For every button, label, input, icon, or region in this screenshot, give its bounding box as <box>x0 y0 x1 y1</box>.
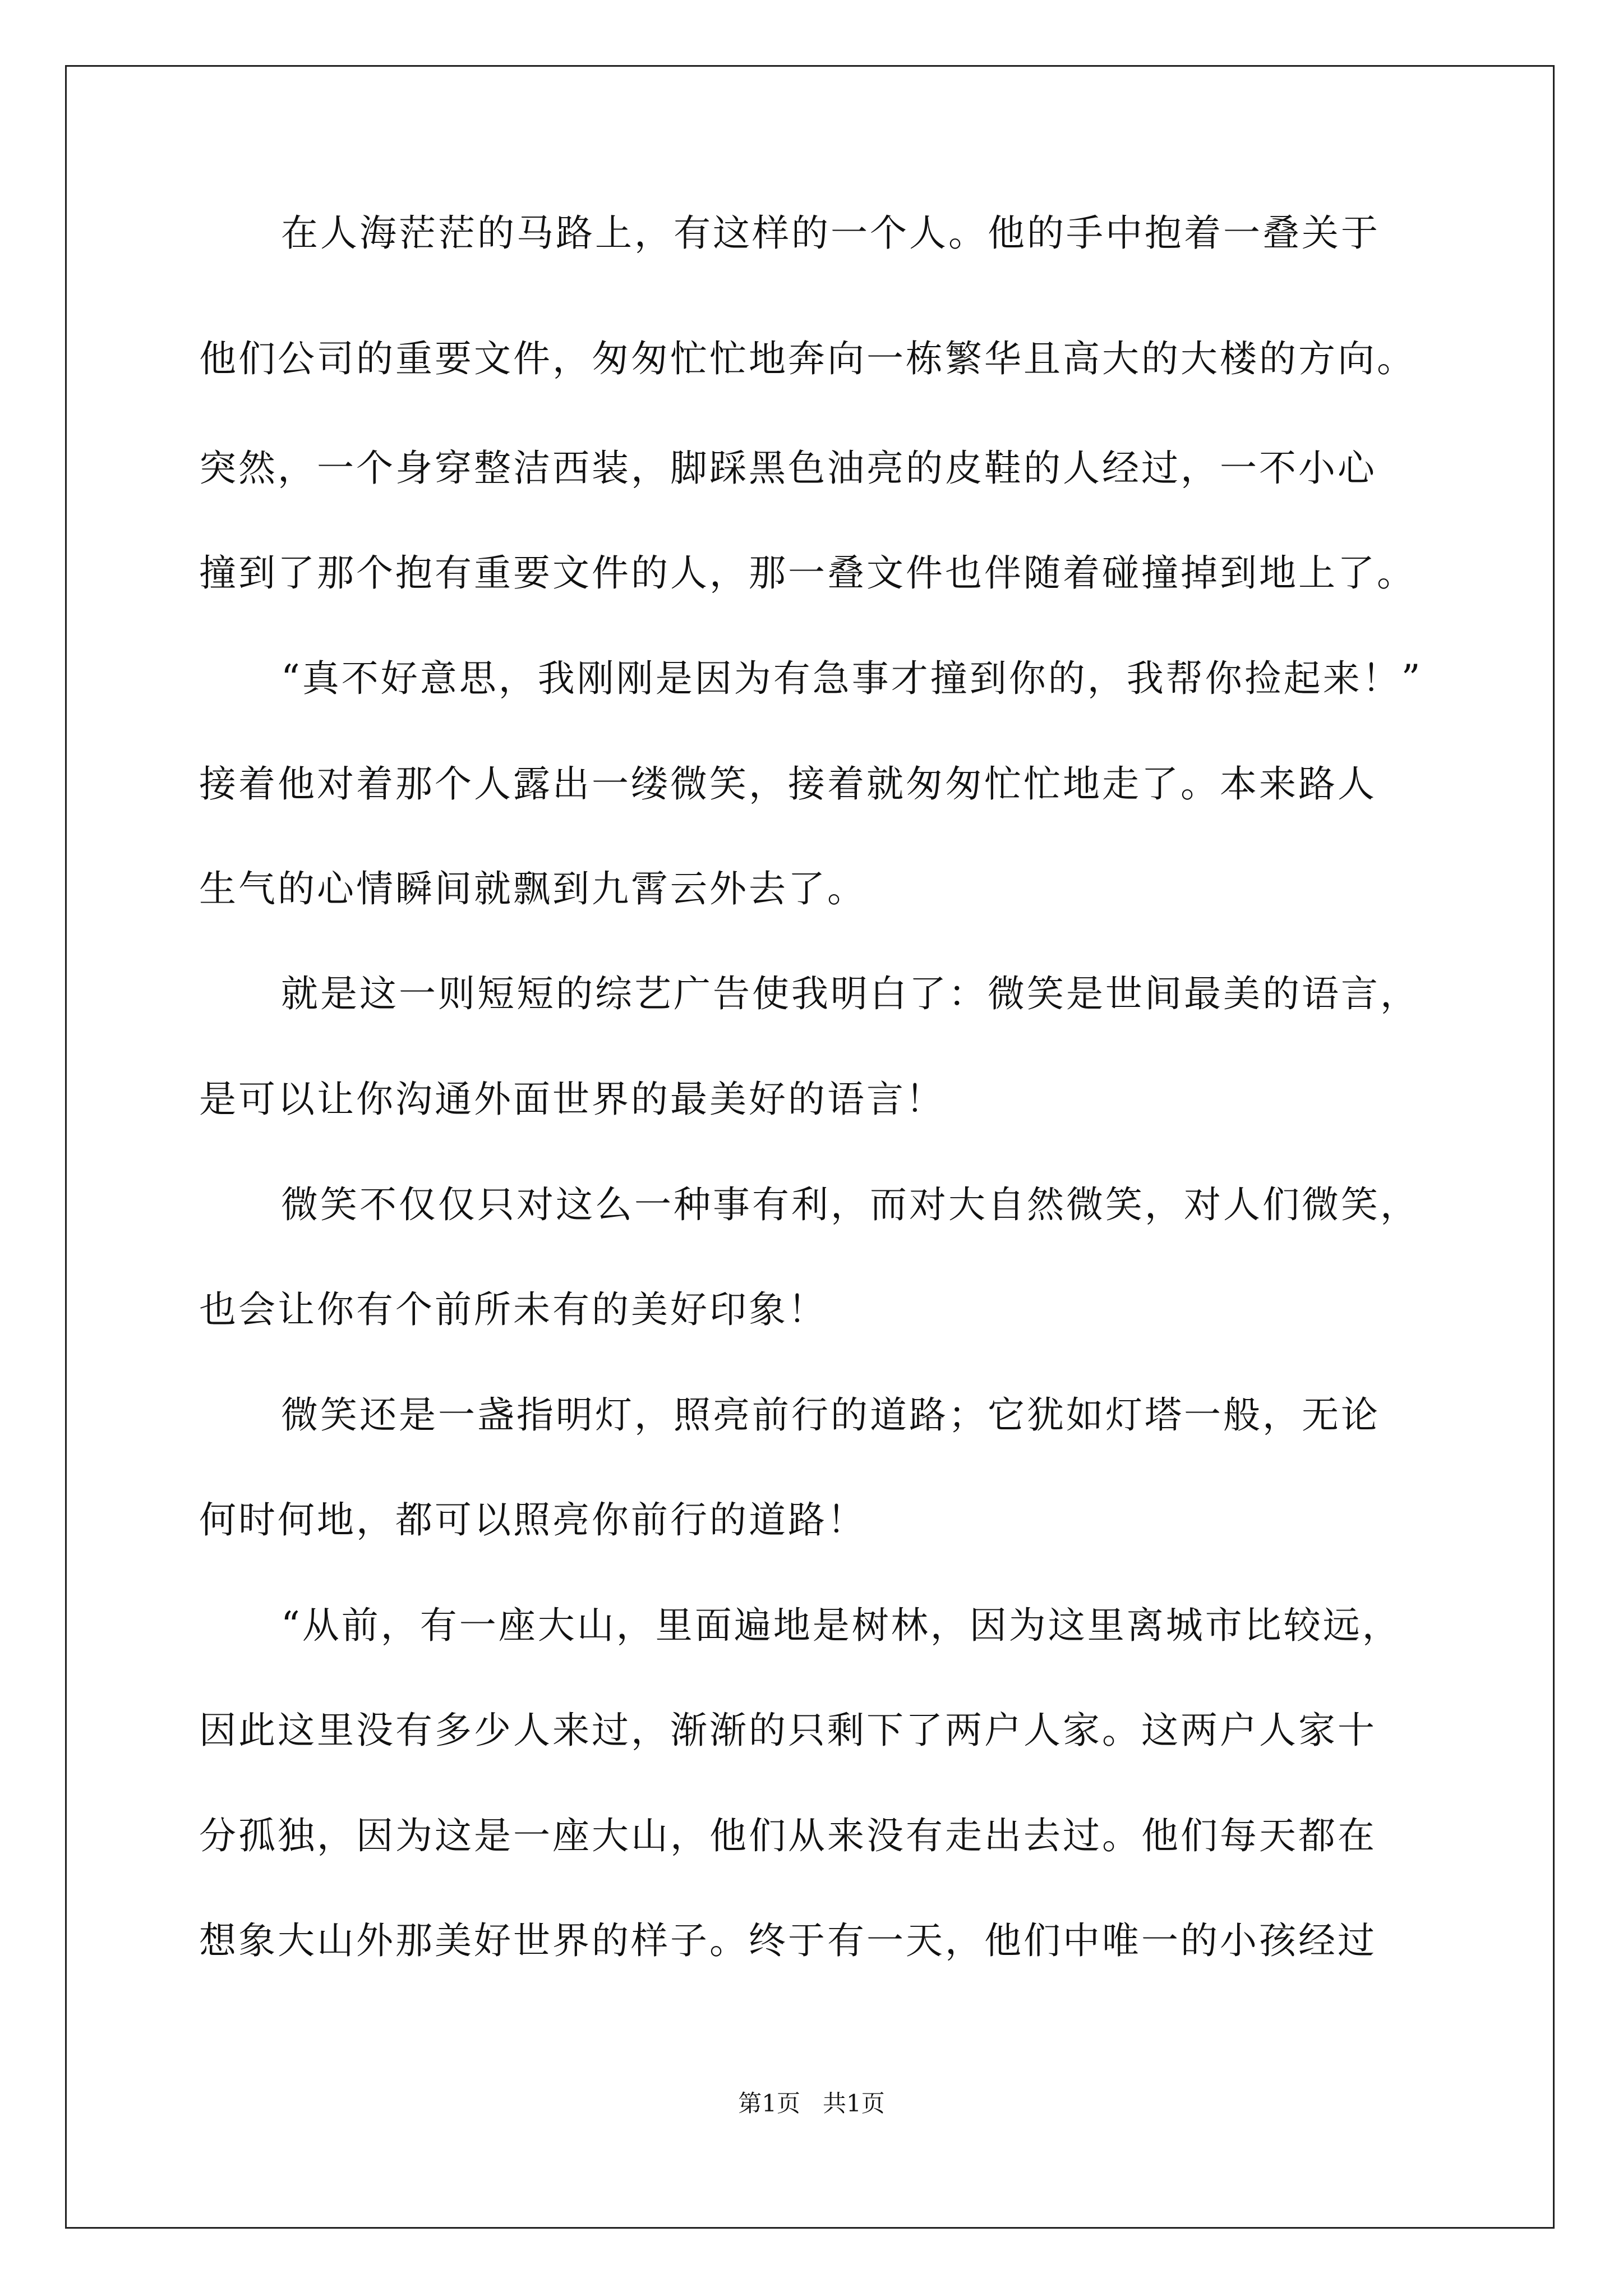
text-line: 因此这里没有多少人来过，渐渐的只剩下了两户人家。这两户人家十 <box>199 1709 1377 1752</box>
text-line: “从前，有一座大山，里面遍地是树林，因为这里离城市比较远， <box>281 1604 1401 1647</box>
text-line: 撞到了那个抱有重要文件的人，那一叠文件也伴随着碰撞掉到地上了。 <box>199 551 1416 595</box>
text-line: 生气的心情瞬间就飘到九霄云外去了。 <box>199 867 866 910</box>
text-line: 想象大山外那美好世界的样子。终于有一天，他们中唯一的小孩经过 <box>199 1919 1377 1962</box>
text-line: 也会让你有个前所未有的美好印象！ <box>199 1288 827 1331</box>
text-line: 接着他对着那个人露出一缕微笑，接着就匆匆忙忙地走了。本来路人 <box>199 762 1377 806</box>
text-line: 微笑不仅仅只对这么一种事有利，而对大自然微笑，对人们微笑， <box>281 1183 1419 1226</box>
text-line: “真不好意思，我刚刚是因为有急事才撞到你的，我帮你捡起来！” <box>281 657 1423 700</box>
text-line: 何时何地，都可以照亮你前行的道路！ <box>199 1498 866 1542</box>
text-line: 在人海茫茫的马路上，有这样的一个人。他的手中抱着一叠关于 <box>281 211 1380 255</box>
text-line: 微笑还是一盏指明灯，照亮前行的道路；它犹如灯塔一般，无论 <box>281 1393 1380 1437</box>
text-line: 是可以让你沟通外面世界的最美好的语言！ <box>199 1078 945 1121</box>
page-number-footer: 第1页 共1页 <box>738 2090 885 2117</box>
text-line: 他们公司的重要文件，匆匆忙忙地奔向一栋繁华且高大的大楼的方向。 <box>199 337 1416 380</box>
text-line: 突然，一个身穿整洁西装，脚踩黑色油亮的皮鞋的人经过，一不小心 <box>199 447 1377 490</box>
page-border <box>65 65 1555 2229</box>
text-line: 就是这一则短短的综艺广告使我明白了：微笑是世间最美的语言， <box>281 972 1419 1015</box>
text-line: 分孤独，因为这是一座大山，他们从来没有走出去过。他们每天都在 <box>199 1814 1377 1857</box>
